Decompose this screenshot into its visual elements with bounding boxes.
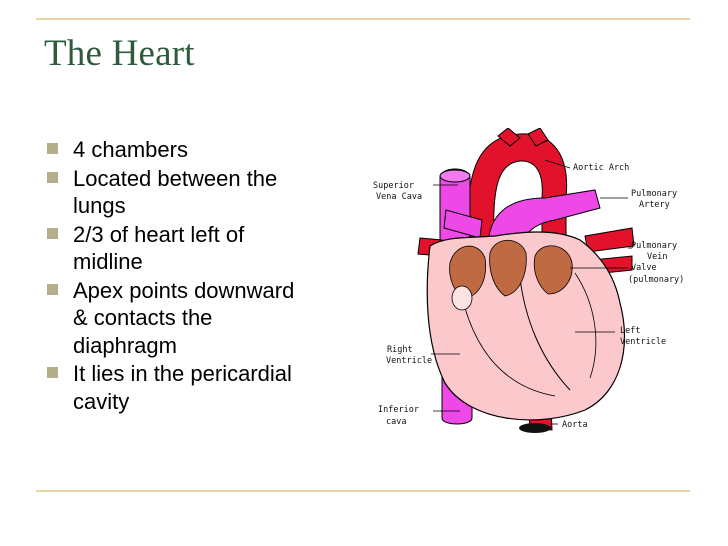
- label-aortic-arch: Aortic Arch: [573, 163, 630, 173]
- bullet-item: [45, 165, 345, 220]
- label-right-ventricle: Ventricle: [386, 356, 433, 366]
- label-pulmonary-artery: Pulmonary: [631, 189, 678, 199]
- bullet-line: Located between the: [73, 165, 278, 191]
- square-bullet-icon: [47, 228, 58, 239]
- bullet-line: midline: [73, 249, 143, 274]
- label-pulmonary-vein: Vein: [647, 252, 668, 262]
- bullet-line: It lies in the pericardial: [73, 361, 292, 386]
- valve-opening: [452, 286, 472, 310]
- bullet-line: & contacts the: [73, 305, 213, 330]
- bullet-line: lungs: [73, 193, 126, 218]
- label-superior-vena-cava: Superior: [373, 181, 414, 191]
- bullet-item: [45, 221, 345, 276]
- heart-diagram: [370, 128, 695, 443]
- square-bullet-icon: [47, 284, 58, 295]
- label-right-ventricle: Right: [387, 345, 413, 355]
- slide-title: The Heart: [44, 33, 195, 74]
- pulmonary-vein: [585, 228, 634, 252]
- bullet-line: diaphragm: [73, 332, 177, 358]
- bullet-item: [45, 136, 345, 164]
- square-bullet-icon: [47, 172, 58, 183]
- label-pulmonary-artery: Artery: [639, 200, 670, 210]
- label-left-ventricle: Ventricle: [620, 337, 667, 347]
- label-valve: Valve: [631, 263, 657, 273]
- top-rule: [36, 18, 690, 20]
- label-left-ventricle: Left: [620, 326, 641, 336]
- label-pulmonary-vein: Pulmonary: [631, 241, 678, 251]
- bullet-line: cavity: [73, 388, 130, 414]
- bullet-list: [45, 136, 345, 416]
- bullet-item: [45, 360, 345, 415]
- label-inferior-cava: Inferior: [378, 405, 419, 415]
- square-bullet-icon: [47, 143, 58, 154]
- label-inferior-cava: cava: [386, 417, 407, 427]
- label-superior-vena-cava: Vena Cava: [376, 192, 423, 202]
- bullet-line: 2/3 of heart left of: [73, 221, 245, 247]
- bullet-line: Apex points downward: [73, 277, 295, 303]
- square-bullet-icon: [47, 367, 58, 378]
- label-aorta: Aorta: [562, 420, 588, 430]
- bullet-item: [45, 277, 345, 360]
- label-valve: (pulmonary): [628, 275, 685, 285]
- bottom-rule: [36, 490, 690, 492]
- bullet-line: 4 chambers: [73, 137, 188, 162]
